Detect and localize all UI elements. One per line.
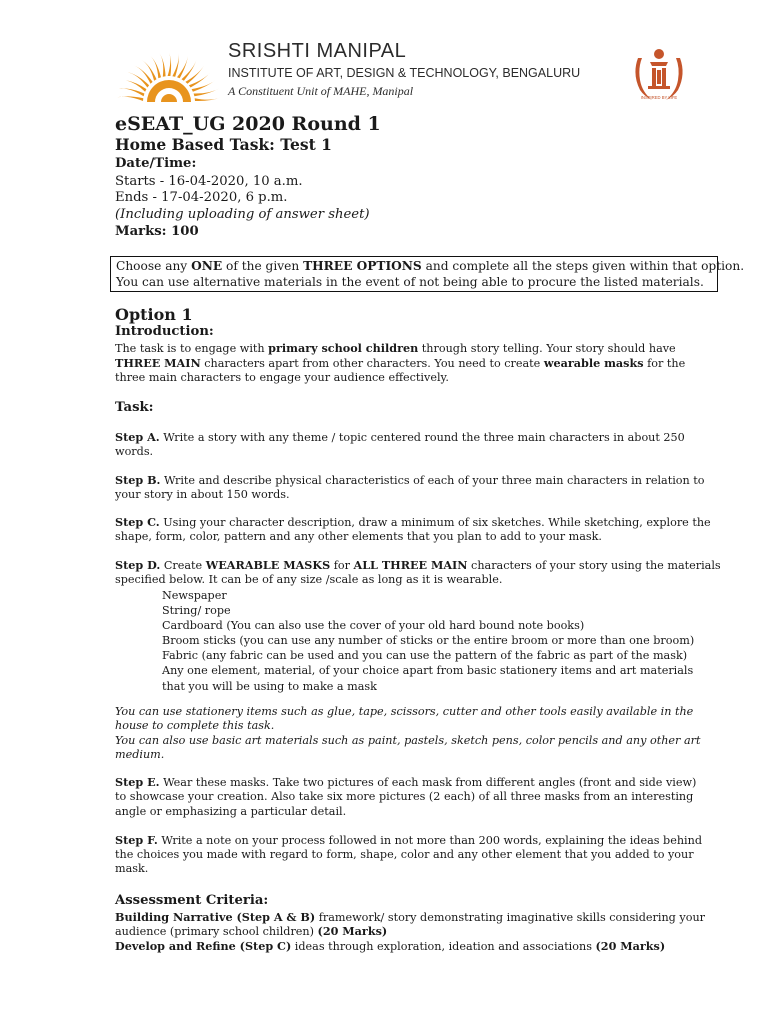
- step-e-cont: to showcase your creation. Also take six more pictures (2 each) of all three masks from an interesting: [115, 790, 694, 803]
- marks: Marks: 100: [115, 224, 199, 239]
- datetime-label: Date/Time:: [115, 156, 197, 171]
- intro-line: THREE MAIN characters apart from other characters. You need to create wearable masks for the: [115, 356, 686, 370]
- instruction-box: [110, 256, 745, 292]
- instruction-line-1: Choose any ONE of the given THREE OPTIONS and complete all the steps given within that option.: [116, 259, 745, 273]
- exam-title: eSEAT_UG 2020 Round 1: [115, 113, 381, 135]
- sun-ray: [150, 56, 161, 78]
- material-item: Cardboard (You can also use the cover of your old hard bound note books): [162, 619, 585, 633]
- step-f-cont: the choices you made with regard to form, shape, color and any other element that you added to your: [115, 848, 694, 861]
- step-d-cont: specified below. It can be of any size /scale as long as it is wearable.: [115, 573, 503, 586]
- step-d: Step D. Create WEARABLE MASKS for ALL THREE MAIN characters of your story using the materials: [115, 558, 721, 572]
- step-a: Step A. Write a story with any theme / topic centered round the three main characters in about 250: [115, 430, 685, 444]
- step-f: Step F. Write a note on your process followed in not more than 200 words, explaining the ideas behind: [115, 833, 702, 847]
- mahe-seal-logo: [630, 44, 688, 104]
- criterion-1: Building Narrative (Step A & B) framework/ story demonstrating imaginative skills considering your: [115, 910, 706, 924]
- brand-title: SRISHTI MANIPAL: [228, 40, 407, 62]
- material-item: Newspaper: [162, 589, 227, 602]
- step-e: Step E. Wear these masks. Take two pictures of each mask from different angles (front and side view): [115, 775, 697, 789]
- tools-note: house to complete this task.: [115, 719, 275, 732]
- intro-line: three main characters to engage your audience effectively.: [115, 371, 449, 384]
- criterion-1-cont: audience (primary school children) (20 Marks): [115, 924, 388, 938]
- criterion-2: Develop and Refine (Step C) ideas through exploration, ideation and associations (20 Marks): [115, 939, 666, 953]
- sun-ray: [195, 97, 221, 101]
- tools-note: You can use stationery items such as glue, tape, scissors, cutter and other tools easily available in the: [115, 705, 694, 718]
- srishti-sun-logo: [114, 40, 224, 106]
- introduction-heading: Introduction:: [115, 324, 214, 339]
- seal-motto: INSPIRED BY LIFE: [640, 95, 678, 100]
- upload-note: (Including uploading of answer sheet): [115, 207, 370, 222]
- assessment-heading: Assessment Criteria:: [115, 893, 269, 908]
- instruction-line-2: You can use alternative materials in the event of not being able to procure the listed materials.: [116, 274, 704, 289]
- material-item: Fabric (any fabric can be used and you can use the pattern of the fabric as part of the mask): [162, 649, 688, 663]
- step-e-cont: angle or emphasizing a particular detail.: [115, 805, 347, 818]
- task-heading: Task:: [115, 400, 154, 415]
- sun-ray: [192, 80, 216, 92]
- material-item: that you will be using to make a mask: [162, 679, 377, 693]
- intro-line: The task is to engage with primary school children through story telling. Your story should have: [115, 341, 676, 355]
- step-c-cont: shape, form, color, pattern and any other elements that you plan to add to your mask.: [115, 530, 602, 543]
- brand-subtitle: INSTITUTE OF ART, DESIGN & TECHNOLOGY, BENGALURU: [228, 66, 581, 80]
- tools-note: medium.: [115, 748, 165, 761]
- material-item: Broom sticks (you can use any number of sticks or the entire broom or more than one broom): [162, 634, 695, 648]
- brand-unit: A Constituent Unit of MAHE, Manipal: [228, 84, 414, 98]
- step-a-cont: words.: [115, 445, 154, 458]
- sun-ray: [119, 88, 144, 96]
- end-time: Ends - 17-04-2020, 6 p.m.: [115, 190, 288, 205]
- sun-ray: [117, 96, 143, 101]
- materials-list: [162, 588, 694, 694]
- sun-ray: [172, 53, 178, 76]
- material-item: Any one element, material, of your choice apart from basic stationery items and art materials: [162, 664, 694, 678]
- tools-note: You can also use basic art materials such as paint, pastels, sketch pens, color pencils and any other art: [115, 734, 701, 747]
- task-title: Home Based Task: Test 1: [115, 135, 332, 154]
- step-f-cont: mask.: [115, 862, 149, 875]
- step-b: Step B. Write and describe physical characteristics of each of your three main characters in relation to: [115, 473, 705, 487]
- option-title: Option 1: [115, 305, 193, 324]
- sun-ray: [168, 53, 171, 76]
- step-b-cont: your story in about 150 words.: [115, 488, 290, 501]
- sun-ray: [159, 53, 165, 76]
- start-time: Starts - 16-04-2020, 10 a.m.: [115, 174, 303, 189]
- material-item: String/ rope: [162, 604, 231, 618]
- step-c: Step C. Using your character description, draw a minimum of six sketches. While sketching, explore the: [115, 515, 711, 529]
